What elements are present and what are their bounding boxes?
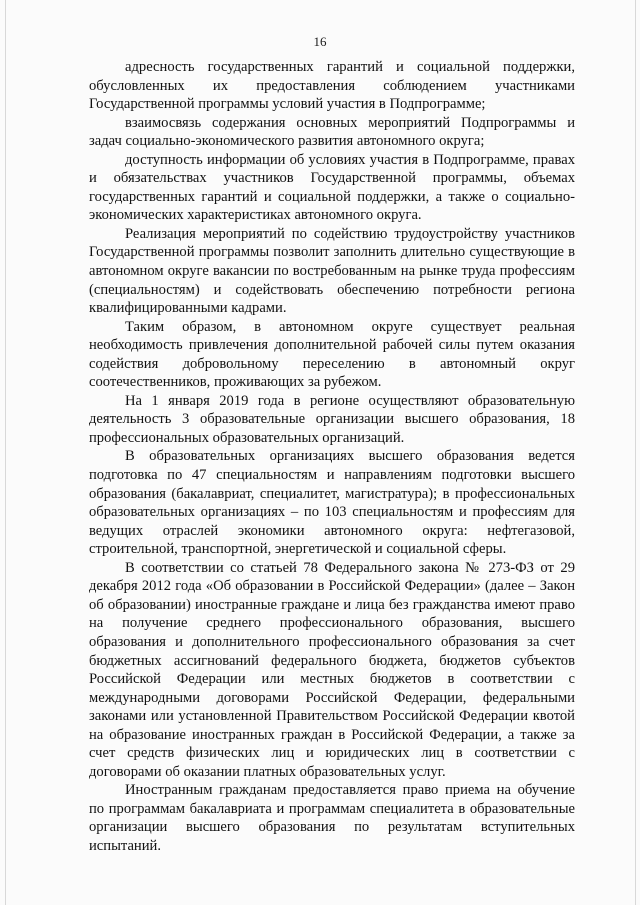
- paragraph: адресность государственных гарантий и социальной поддержки, обусловленных их предоставления соблюдением участниками Государственной программы условий участия в Подпрограмме;: [89, 59, 575, 113]
- document-body: [89, 58, 575, 856]
- scan-edge-right: [635, 0, 636, 905]
- page-number: 16: [313, 34, 327, 49]
- paragraph: Реализация мероприятий по содействию трудоустройству участников Государственной программы позволит заполнить длительно существующие в автономном округе вакансии по востребованным на рынке труда профессиям (специальностям) и содействовать обеспечению потребности региона квалифицированными кадрами.: [89, 225, 575, 317]
- paragraph: В соответствии со статьей 78 Федерального закона № 273-ФЗ от 29 декабря 2012 года «Об образовании в Российской Федерации» (далее – Закон об образовании) иностранные граждане и лица без гражданства имеют право на получение среднего профессионального образования, высшего образования и дополнительного профессионального образования за счет бюджетных ассигнований федерального бюджета, бюджетов субъектов Российской Федерации или местных бюджетов в соответствии с международными договорами Российской Федерации, федеральными законами или установленной Правительством Российской Федерации квотой на образование иностранных граждан в Российской Федерации, а также за счет средств физических лиц и юридических лиц в соответствии с договорами об оказании платных образовательных услуг.: [89, 559, 575, 780]
- paragraph: доступность информации об условиях участия в Подпрограмме, правах и обязательствах участников Государственной программы, объемах государственных гарантий и социальной поддержки, а также о социально-экономических характеристиках автономного округа.: [89, 151, 575, 224]
- scan-edge-left: [5, 0, 6, 905]
- paragraph: взаимосвязь содержания основных мероприятий Подпрограммы и задач социально-экономического развития автономного округа;: [89, 114, 575, 150]
- paragraph: На 1 января 2019 года в регионе осуществляют образовательную деятельность 3 образовательные организации высшего образования, 18 профессиональных образовательных организаций.: [89, 392, 575, 446]
- paragraph: Таким образом, в автономном округе существует реальная необходимость привлечения дополнительной рабочей силы путем оказания содействия добровольному переселению в автономный округ соотечественников, проживающих за рубежом.: [89, 318, 575, 391]
- paragraph: В образовательных организациях высшего образования ведется подготовка по 47 специальностям и направлениям подготовки высшего образования (бакалавриат, специалитет, магистратура); в профессиональных образовательных организациях – по 103 специальностям и профессиям для ведущих отраслей экономики автономного округа: нефтегазовой, строительной, транспортной, энергетической и социальной сферы.: [89, 448, 575, 558]
- paragraph: Иностранным гражданам предоставляется право приема на обучение по программам бакалавриата и программам специалитета в образовательные организации высшего образования по результатам вступительных испытаний.: [89, 782, 575, 854]
